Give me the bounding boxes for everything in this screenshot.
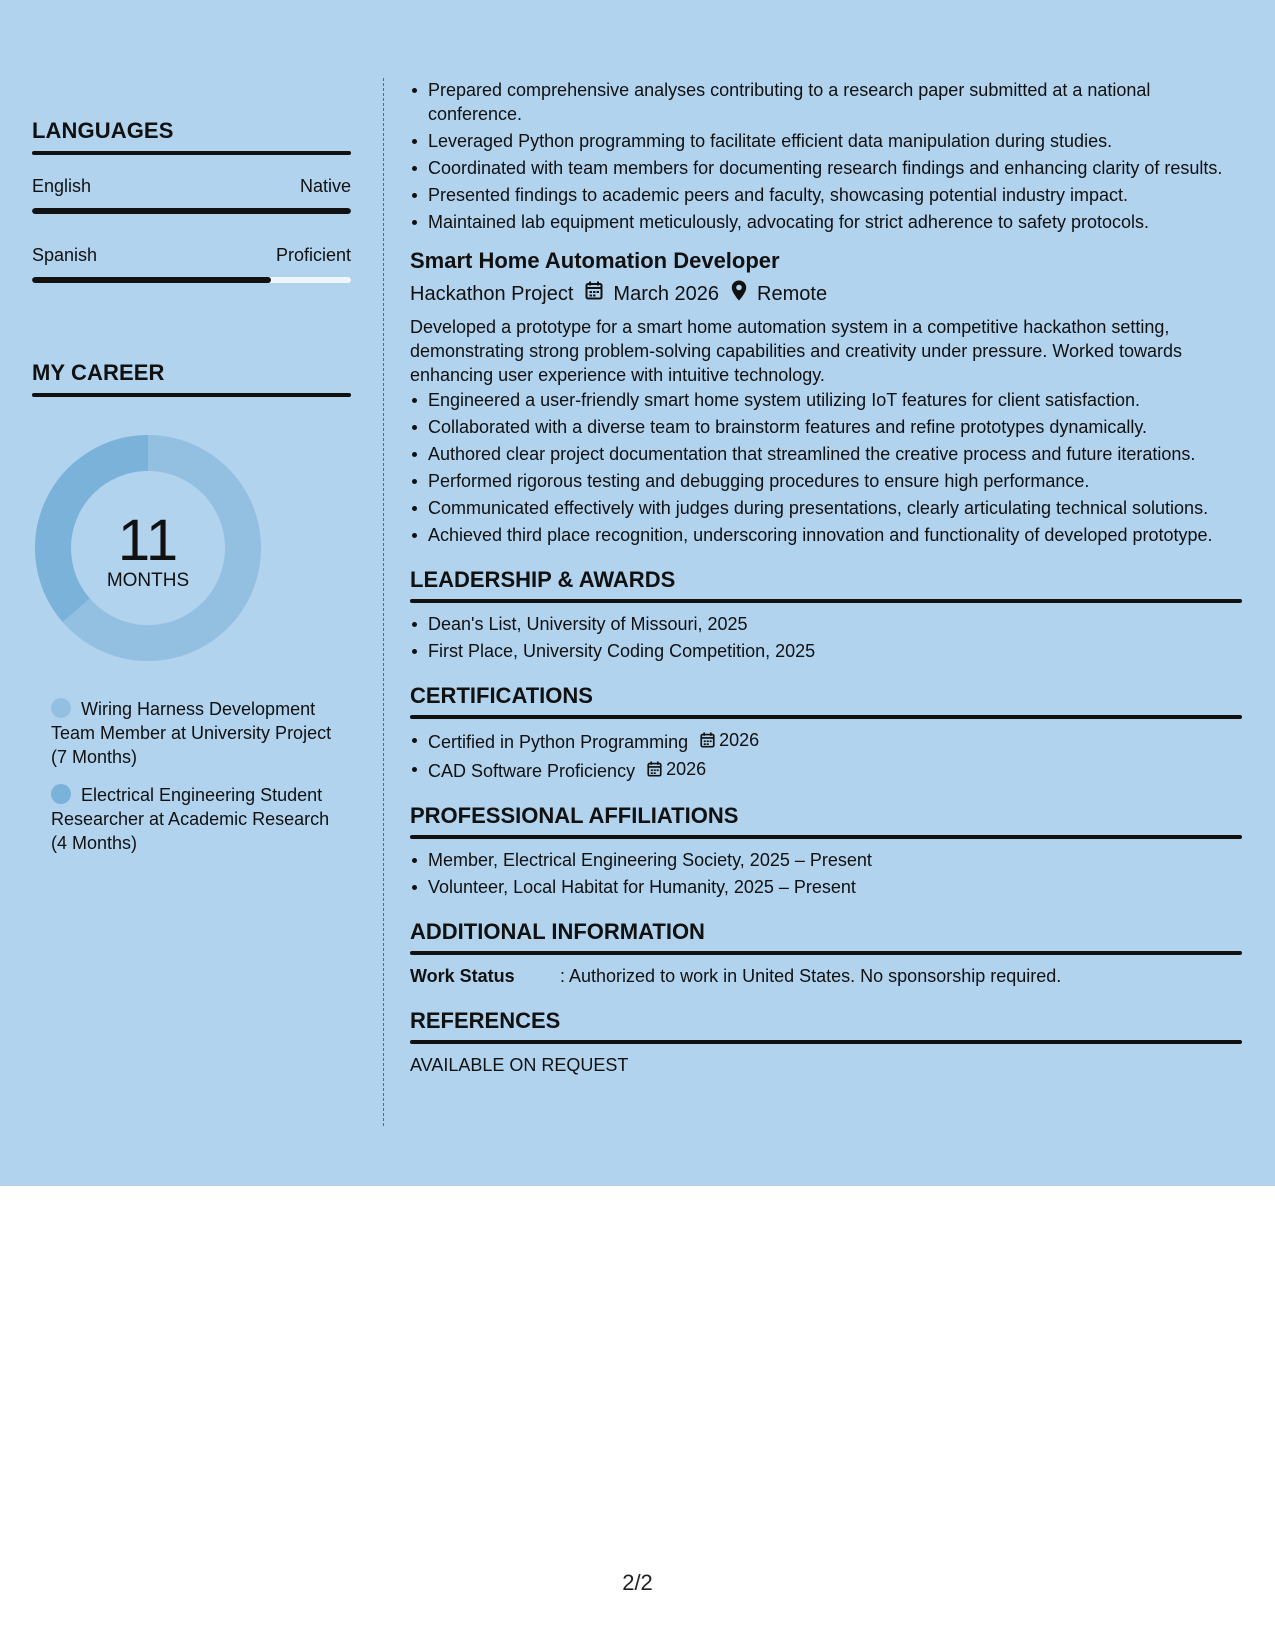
legend-dot [51,698,71,718]
references-text: AVAILABLE ON REQUEST [410,1055,629,1075]
career-legend-label: Electrical Engineering Student Researcher at Academic Research (4 Months) [51,785,330,853]
language-item [32,245,351,283]
list-item: Authored clear project documentation that streamlined the creative process and future iterations. [410,442,1242,466]
list-item: Member, Electrical Engineering Society, 2025 – Present [410,848,1242,872]
job-description: Developed a prototype for a smart home automation system in a competitive hackathon setting, demonstrating strong problem-solving capabilities and creativity under pressure. Worked towards enhancing user experience with intuitive technology. [410,317,1183,385]
language-proficiency-bar [32,208,351,214]
section-rule [410,599,1242,603]
section-rule [410,951,1242,955]
list-item: Leveraged Python programming to facilitate efficient data manipulation during studies. [410,129,1242,153]
list-item: First Place, University Coding Competition, 2025 [410,639,1242,663]
list-item: Collaborated with a diverse team to brainstorm features and refine prototypes dynamically. [410,415,1242,439]
list-item: Achieved third place recognition, underscoring innovation and functionality of developed prototype. [410,523,1242,547]
career-legend-label: Wiring Harness Development Team Member at University Project (7 Months) [51,699,332,767]
leadership-title: LEADERSHIP & AWARDS [410,567,676,592]
career-total-unit: MONTHS [106,570,190,591]
section-rule [32,151,351,155]
career-total-number: 11 [117,508,179,573]
career-donut-chart [35,435,261,661]
research-bullet-list [410,78,1242,234]
languages-title: LANGUAGES [32,118,174,143]
career-legend-item [51,697,341,769]
job-bullet-list [410,388,1242,547]
column-divider [383,78,384,1126]
work-status-label: Work Status [410,966,515,986]
section-rule [32,393,351,397]
section-rule [410,1040,1242,1044]
career-title: MY CAREER [32,360,165,385]
career-section [32,360,351,397]
certifications-title: CERTIFICATIONS [410,683,593,708]
language-level: Native [299,176,351,196]
section-rule [410,835,1242,839]
certification-name: CAD Software Proficiency [428,761,636,781]
calendar-icon [647,761,662,777]
right-column [410,78,1242,1077]
language-name: Spanish [32,245,98,265]
section-rule [410,715,1242,719]
certification-year: 2026 [719,730,760,750]
calendar-icon [700,732,715,748]
affiliations-list [410,848,1242,899]
job-date: March 2026 [613,283,720,305]
list-item: Performed rigorous testing and debugging procedures to ensure high performance. [410,469,1242,493]
references-title: REFERENCES [410,1008,561,1033]
calendar-icon [585,281,603,307]
location-pin-icon [731,280,747,308]
additional-info-title: ADDITIONAL INFORMATION [410,919,705,944]
work-status-row [410,964,1242,988]
job-location: Remote [757,283,828,305]
list-item: Prepared comprehensive analyses contributing to a research paper submitted at a national conference. [410,78,1242,126]
job-meta [410,280,1242,308]
language-item [32,176,351,214]
list-item: Coordinated with team members for documenting research findings and enhancing clarity of results. [410,156,1242,180]
language-name: English [32,176,92,196]
legend-dot [51,784,71,804]
certification-year: 2026 [666,759,707,779]
list-item [410,757,1242,783]
affiliations-title: PROFESSIONAL AFFILIATIONS [410,803,739,828]
language-proficiency-fill [32,208,351,214]
list-item: Communicated effectively with judges during presentations, clearly articulating technical solutions. [410,496,1242,520]
language-proficiency-fill [32,277,271,283]
certifications-list [410,728,1242,783]
certification-name: Certified in Python Programming [428,732,689,752]
job-organization: Hackathon Project [410,283,574,305]
language-proficiency-bar [32,277,351,283]
leadership-list [410,612,1242,663]
language-level: Proficient [275,245,351,265]
list-item: Dean's List, University of Missouri, 2025 [410,612,1242,636]
list-item [410,728,1242,754]
languages-section [32,118,351,155]
list-item: Maintained lab equipment meticulously, advocating for strict adherence to safety protocols. [410,210,1242,234]
page-number: 2/2 [622,1570,653,1595]
work-status-value: : Authorized to work in United States. No sponsorship required. [560,966,1062,986]
list-item: Volunteer, Local Habitat for Humanity, 2025 – Present [410,875,1242,899]
list-item: Presented findings to academic peers and faculty, showcasing potential industry impact. [410,183,1242,207]
career-legend-item [51,783,341,855]
list-item: Engineered a user-friendly smart home system utilizing IoT features for client satisfaction. [410,388,1242,412]
job-title: Smart Home Automation Developer [410,248,780,273]
